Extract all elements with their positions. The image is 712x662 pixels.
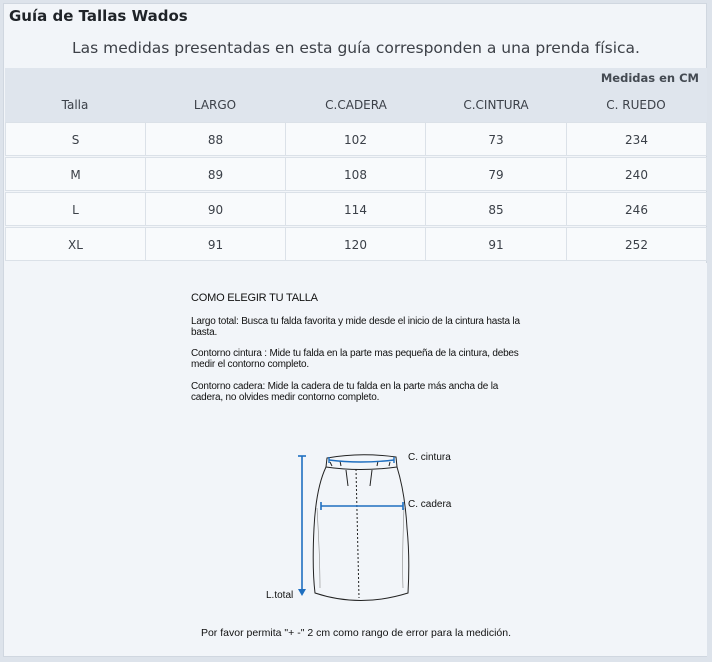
- page-subtitle: Las medidas presentadas en esta guía corresponden a una prenda física.: [72, 39, 640, 57]
- table-cell: 234: [566, 122, 707, 156]
- waist-label: C. cintura: [408, 452, 451, 463]
- table-cell: XL: [5, 227, 146, 261]
- page-title: Guía de Tallas Wados: [9, 7, 188, 25]
- column-header-ruedo: C. RUEDO: [606, 98, 666, 112]
- column-header-talla: Talla: [61, 98, 89, 112]
- table-cell: 246: [566, 192, 707, 226]
- table-cell: 252: [566, 227, 707, 261]
- skirt-outline-icon: [313, 455, 409, 601]
- table-cell: 88: [145, 122, 286, 156]
- table-cell: 120: [285, 227, 426, 261]
- table-cell: 114: [285, 192, 426, 226]
- table-body: [5, 122, 707, 262]
- skirt-diagram: [260, 448, 480, 608]
- guide-paragraph-waist: Contorno cintura : Mide tu falda en la parte mas pequeña de la cintura, debes medir el contorno completo.: [191, 348, 519, 370]
- waist-measure-icon: [329, 457, 394, 463]
- table-cell: 108: [285, 157, 426, 191]
- table-cell: 90: [145, 192, 286, 226]
- guide-title: COMO ELEGIR TU TALLA: [191, 292, 318, 304]
- table-row: [5, 122, 707, 157]
- units-label: Medidas en CM: [600, 71, 699, 85]
- column-header-cintura: C.CINTURA: [463, 98, 529, 112]
- column-header-cadera: C.CADERA: [325, 98, 387, 112]
- table-cell: L: [5, 192, 146, 226]
- guide-paragraph-hip: Contorno cadera: Mide la cadera de tu falda en la parte más ancha de la cadera, no olvides medir contorno completo.: [191, 381, 499, 403]
- length-arrow-icon: [298, 456, 306, 596]
- table-header: [5, 68, 707, 123]
- guide-paragraph-length: Largo total: Busca tu falda favorita y mide desde el inicio de la cintura hasta la basta.: [191, 316, 520, 338]
- measurement-guide-image: [5, 263, 707, 656]
- length-label: L.total: [266, 590, 294, 601]
- table-cell: 79: [425, 157, 567, 191]
- table-row: [5, 227, 707, 262]
- hip-measure-icon: [321, 502, 403, 510]
- hip-label: C. cadera: [408, 499, 452, 510]
- table-cell: M: [5, 157, 146, 191]
- table-cell: 89: [145, 157, 286, 191]
- table-cell: 91: [145, 227, 286, 261]
- table-cell: 240: [566, 157, 707, 191]
- table-cell: 73: [425, 122, 567, 156]
- table-row: [5, 192, 707, 227]
- error-range-note: Por favor permita "+ -" 2 cm como rango de error para la medición.: [200, 627, 512, 639]
- table-cell: 85: [425, 192, 567, 226]
- table-cell: S: [5, 122, 146, 156]
- column-header-largo: LARGO: [193, 98, 237, 112]
- table-row: [5, 157, 707, 192]
- table-cell: 102: [285, 122, 426, 156]
- table-cell: 91: [425, 227, 567, 261]
